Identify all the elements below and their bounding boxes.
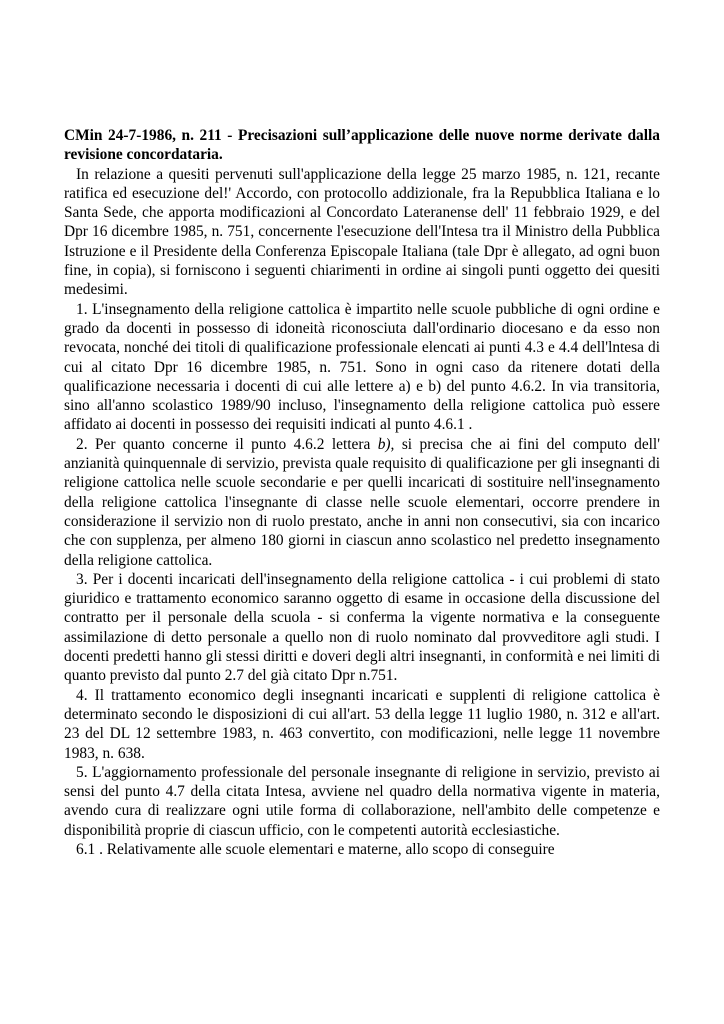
document-title: CMin 24-7-1986, n. 211 - Precisazioni sull’applicazione delle nuove norme derivate dalla revisione concordataria. (64, 127, 660, 164)
document-page (64, 126, 660, 859)
paragraph-point-2-rest: si precisa che ai fini del computo dell' anzianità quinquennale di servizio, prevista quale requisito di qualificazione per gli insegnanti di religione cattolica nelle scuole secondarie e per quelli incaricati di sostituire nell'insegnamento della religione cattolica l'insegnante di classe nelle scuole elementari, occorre prendere in considerazione il servizio non di ruolo prestato, anche in anni non consecutivi, sia con incarico che con supplenza, per almeno 180 giorni in ciascun anno scolastico nel predetto insegnamento della religione cattolica. (64, 435, 660, 569)
paragraph-point-5: 5. L'aggiornamento professionale del personale insegnante di religione in servizio, previsto ai sensi del punto 4.7 della citata Intesa, avviene nel quadro della normativa vigente in materia, avendo cura di realizzare ogni utile forma di collaborazione, nell'ambito delle competenze e disponibilità proprie di ciascun ufficio, con le competenti autorità ecclesiastiche. (64, 763, 660, 839)
paragraph-point-2 (64, 435, 660, 570)
paragraph-intro: In relazione a quesiti pervenuti sull'applicazione della legge 25 marzo 1985, n. 121, recante ratifica ed esecuzione del!' Accordo, con protocollo addizionale, fra la Repubblica Italiana e lo Santa Sede, che apporta modificazioni al Concordato Lateranense dell' 11 febbraio 1929, e del Dpr 16 dicembre 1985, n. 751, concernente l'esecuzione dell'Intesa tra il Ministro della Pubblica Istruzione e il Presidente della Conferenza Episcopale Italiana (tale Dpr è allegato, ad ogni buon fine, in copia), si forniscono i seguenti chiarimenti in ordine ai singoli punti oggetto dei quesiti medesimi. (64, 165, 660, 299)
paragraph-point-2-start: 2. Per quanto concerne il punto 4.6.2 lettera (76, 435, 378, 453)
paragraph-point-3: 3. Per i docenti incaricati dell'insegnamento della religione cattolica - i cui problemi di stato giuridico e trattamento economico saranno oggetto di esame in occasione della discussione del contratto per il personale della scuola - si conferma la vigente normativa e la conseguente assimilazione di detto personale a quello non di ruolo nominato dal provveditore agli studi. I docenti predetti hanno gli stessi diritti e doveri degli altri insegnanti, in conformità e nei limiti di quanto previsto dal punto 2.7 del già citato Dpr n.751. (64, 570, 660, 685)
paragraph-point-1: 1. L'insegnamento della religione cattolica è impartito nelle scuole pubbliche di ogni ordine e grado da docenti in possesso di idoneità riconosciuta dall'ordinario diocesano e da esso non revocata, nonché dei titoli di qualificazione professionale elencati ai punti 4.3 e 4.4 dell'lntesa di cui al citato Dpr 16 dicembre 1985, n. 751. Sono in ogni caso da ritenere dotati della qualificazione necessaria i docenti di cui alle lettere a) e b) del punto 4.6.2. In via transitoria, sino all'anno scolastico 1989/90 incluso, l'insegnamento della religione cattolica può essere affidato ai docenti in possesso dei requisiti indicati al punto 4.6.1 . (64, 300, 660, 434)
paragraph-point-4: 4. Il trattamento economico degli insegnanti incaricati e supplenti di religione cattolica è determinato secondo le disposizioni di cui all'art. 53 della legge 11 luglio 1980, n. 312 e all'art. 23 del DL 12 settembre 1983, n. 463 convertito, con modificazioni, nelle legge 11 novembre 1983, n. 638. (64, 686, 660, 762)
letter-reference-italic: b), (377, 435, 395, 453)
paragraph-point-6-1: 6.1 . Relativamente alle scuole elementari e materne, allo scopo di conseguire (76, 840, 555, 858)
